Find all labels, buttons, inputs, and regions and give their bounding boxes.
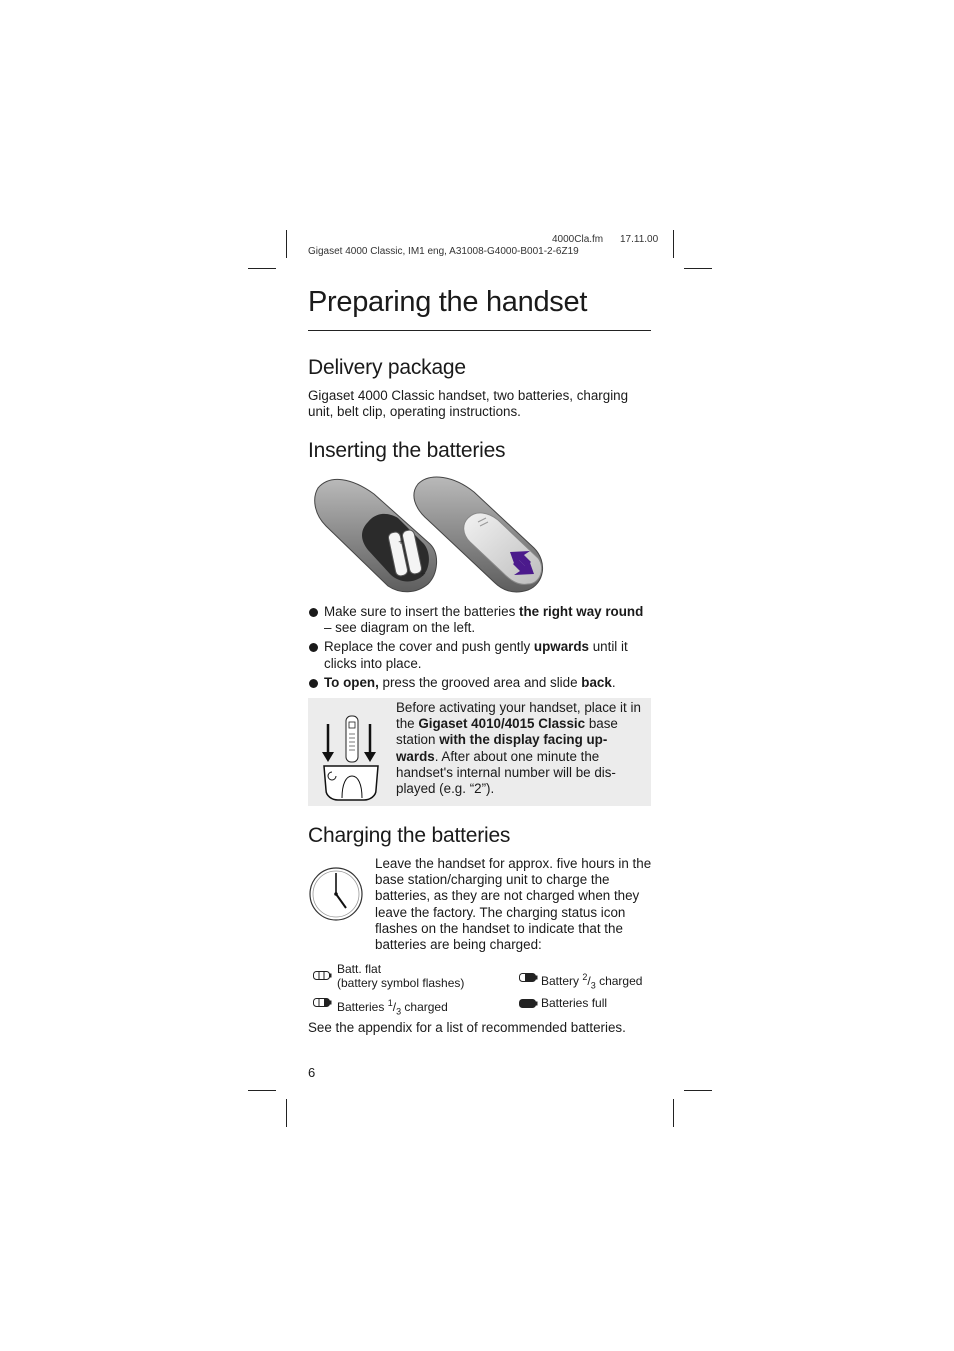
page-number: 6 [308,1065,316,1080]
legend-one-third-label: Batteries $^1/_3$ charged [337,998,448,1017]
note-text: Before activating your handset, place it in the Gigaset 4010/4015 Classic base station with the display facing up-wards. After about one minute the handset's internal number will be dis-played (e.g. “2”). [396,700,641,797]
battery-one-third-icon [313,998,332,1007]
battery-full-icon [519,999,538,1008]
svg-text:+: + [420,570,426,578]
header-file: 4000Cla.fm [552,234,604,245]
list-item: Replace the cover and push gently upwards until it clicks into place. [308,639,651,671]
bullet-icon [309,608,318,617]
bullet-icon [309,679,318,688]
legend-full-label: Batteries full [541,996,608,1010]
crop-mark [248,1090,276,1091]
crop-mark [673,230,674,258]
section-heading-inserting: Inserting the batteries [308,439,506,462]
charging-text: Leave the handset for approx. five hours in the base station/charging unit to charge the batteries, as they are not charged when they leave the factory. The charging status icon flashes on the handset to indicate that the batteries are being charged: [375,856,652,953]
legend-flat-label: Batt. flat (battery symbol flashes) [337,962,465,990]
crop-mark [673,1099,674,1127]
clock-icon [308,866,364,922]
section-heading-charging: Charging the batteries [308,824,511,847]
header-product: Gigaset 4000 Classic, IM1 eng, A31008-G4000-B001-2-6Z19 [308,246,579,257]
legend-two-thirds-label: Battery $^2/_3$ charged [541,972,643,991]
bullet-icon [309,643,318,652]
list-item: Make sure to insert the batteries the right way round – see diagram on the left. [308,604,651,636]
title-rule [308,330,651,331]
crop-mark [684,1090,712,1091]
battery-flat-icon [313,971,332,980]
base-station-icon [320,714,382,802]
base-station-note [308,698,651,806]
crop-mark [286,1099,287,1127]
svg-text:+: + [398,538,404,546]
list-item: To open, press the grooved area and slide back. [308,675,651,691]
header-date: 17.11.00 [620,234,659,245]
crop-mark [684,268,712,269]
delivery-text: Gigaset 4000 Classic handset, two batteries, charging unit, belt clip, operating instructions. [308,388,629,420]
handset-battery-illustration [312,474,552,596]
crop-mark [248,268,276,269]
crop-mark [286,230,287,258]
section-heading-delivery: Delivery package [308,356,466,379]
instruction-list [308,604,651,694]
recommended-batteries-text: See the appendix for a list of recommended batteries. [308,1020,626,1035]
page-title: Preparing the handset [308,286,588,318]
battery-two-thirds-icon [519,973,538,982]
